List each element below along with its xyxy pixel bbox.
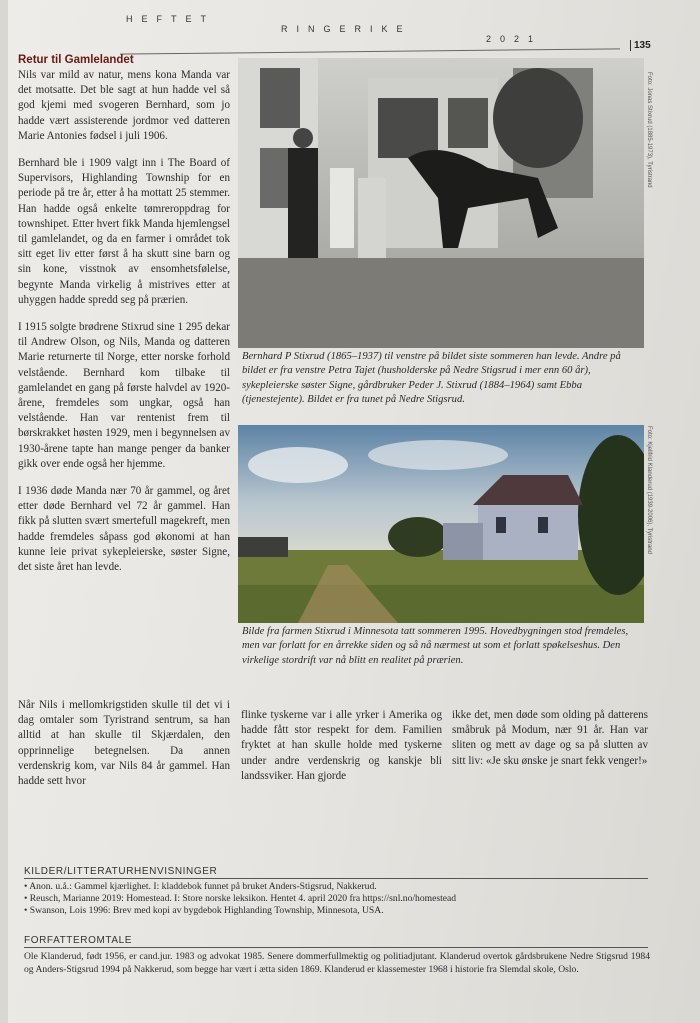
farm-photo-bw <box>238 58 644 348</box>
author-bio: Ole Klanderud, født 1956, er cand.jur. 1983 og advokat 1985. Senere dommerfullmektig og politiadjutant. Klanderud overtok gårdsbrukene Nedre Stigsrud 1984 og Anders-Stigsrud 1994 på Nakkerud, som begge har vært i ætta siden 1869. Klanderud er klassemester 1968 i historie fra Slemdal skole, Oslo. <box>24 951 650 975</box>
paragraph: flinke tyskerne var i alle yrker i Amerika og hadde fått stor respekt for dem. Familien fryktet at han skulle holde med tyskerne under andre verdenskrig og kanskje bli landssviker. Han gjorde <box>241 709 442 782</box>
source-item: • Anon. u.å.: Gammel kjærlighet. I: kladdebok funnet på bruket Anders-Stigsrud, Nakkerud. <box>24 881 377 892</box>
photo2-caption: Bilde fra farmen Stixrud i Minnesota tatt sommeren 1995. Hovedbygningen stod fremdeles, men var forlatt for en årrekke siden og så nå nærmest ut som et forlatt spøkelseshus. Den virkelige stordrift var nå blitt en realitet på prærien. <box>242 626 629 666</box>
sources-list <box>24 881 644 917</box>
paragraph: I 1936 døde Manda nær 70 år gammel, og året etter døde Bernhard vel 72 år gammel. Han fikk på slutten svært smertefull magekreft, men hadde fremdeles såpass god økonomi at han kunne leie privat sykepleierske, søster Signe, det siste året han levde. <box>18 485 230 574</box>
author-rule <box>24 947 648 948</box>
article-heading: Retur til Gamlelandet <box>18 54 134 66</box>
author-heading: FORFATTEROMTALE <box>24 935 133 946</box>
left-column <box>18 52 230 587</box>
header-year: 2021 <box>486 34 543 44</box>
bottom-column-2 <box>241 708 442 784</box>
color-photo-graphic <box>238 425 644 623</box>
paragraph: I 1915 solgte brødrene Stixrud sine 1 295 dekar til Andrew Olson, og Nils, Manda og datteren Marie returnerte til Norge, etter norske forhold velstående. Bernhard kom tilbake til gamlelandet en gang på første halvdel av 1920-årene, fremdeles som ungkar, også han velstående. Han var rentenist frem til børskrakket høsten 1929, men i begynnelsen av 1930-årene tapte han mange penger da banker gikk over ende også her hjemme. <box>18 321 230 470</box>
paragraph: Bernhard ble i 1909 valgt inn i The Board of Supervisors, Highlanding Township for en periode på tre år, etter å ha mottatt 25 stemmer. Han hadde også enkelte tømreroppdrag for townshipet. Etter hvert fikk Manda hjemlengsel til gamlelandet, og da en farmer i området tok sitt eget liv etter først å ha skutt sine barn og sin kone, visstnok av ensomhetsfølelse, begynte Manda virkelig å mistrives etter at uhyggen hadde spredd seg på prærien. <box>18 157 230 306</box>
bw-photo-graphic <box>238 58 644 348</box>
source-item: • Reusch, Marianne 2019: Homestead. I: Store norske leksikon. Hentet 4. april 2020 fra https://snl.no/homestead <box>24 893 457 904</box>
running-header <box>126 12 656 44</box>
paragraph: Nils var mild av natur, mens kona Manda var det motsatte. Det ble sagt at hun hadde vel så god kjemi med svogeren Bernhard, som jo hadde vært assisterende jordmor ved datteren Marie Antonies fødsel i juli 1906. <box>18 69 230 142</box>
photo1-credit: Foto: Jonas Stixrud (1885-1973), Tyristrand <box>646 72 652 188</box>
paragraph: Når Nils i mellomkrigstiden skulle til det vi i dag omtaler som Tyristrand sentrum, sa han alltid at han skulle til Skjærdalen, den opprinnelige betegnelsen. Da annen verdenskrig kom, var Nils 84 år gammel. Han hadde sett hvor <box>18 699 230 788</box>
photo1-caption: Bernhard P Stixrud (1865–1937) til venstre på bildet siste sommeren han levde. Andre på bildet er fra venstre Petra Tajet (husholderske på Nedre Stigsrud i mer enn 60 år), sykepleierske søster Signe, gårdbruker Peder J. Stixrud (1884–1964) samt Ebba (tjenestejente). Bildet er fra tunet på Nedre Stigsrud. <box>242 351 621 406</box>
source-item: • Swanson, Lois 1996: Brev med kopi av bygdebok Highlanding Township, Minnesota, USA. <box>24 905 384 916</box>
header-ringerike: RINGERIKE <box>281 24 412 34</box>
bottom-column-3 <box>452 708 648 769</box>
sources-rule <box>24 878 648 879</box>
page-number: 135 <box>630 40 651 51</box>
bottom-column-1 <box>18 698 230 789</box>
photo2-credit: Foto: Kjellfrid Klanderud (1939-2006), Tyristrand <box>646 426 652 554</box>
farm-photo-color <box>238 425 644 623</box>
paragraph: ikke det, men døde som olding på datterens småbruk på Modum, nær 91 år. Han var sliten og mett av dage og sa på slutten av sitt liv: «Je sku ønske je snart fekk venger!» <box>452 709 648 767</box>
header-heftet: HEFTET <box>126 14 215 24</box>
sources-heading: KILDER/LITTERATURHENVISNINGER <box>24 866 218 877</box>
